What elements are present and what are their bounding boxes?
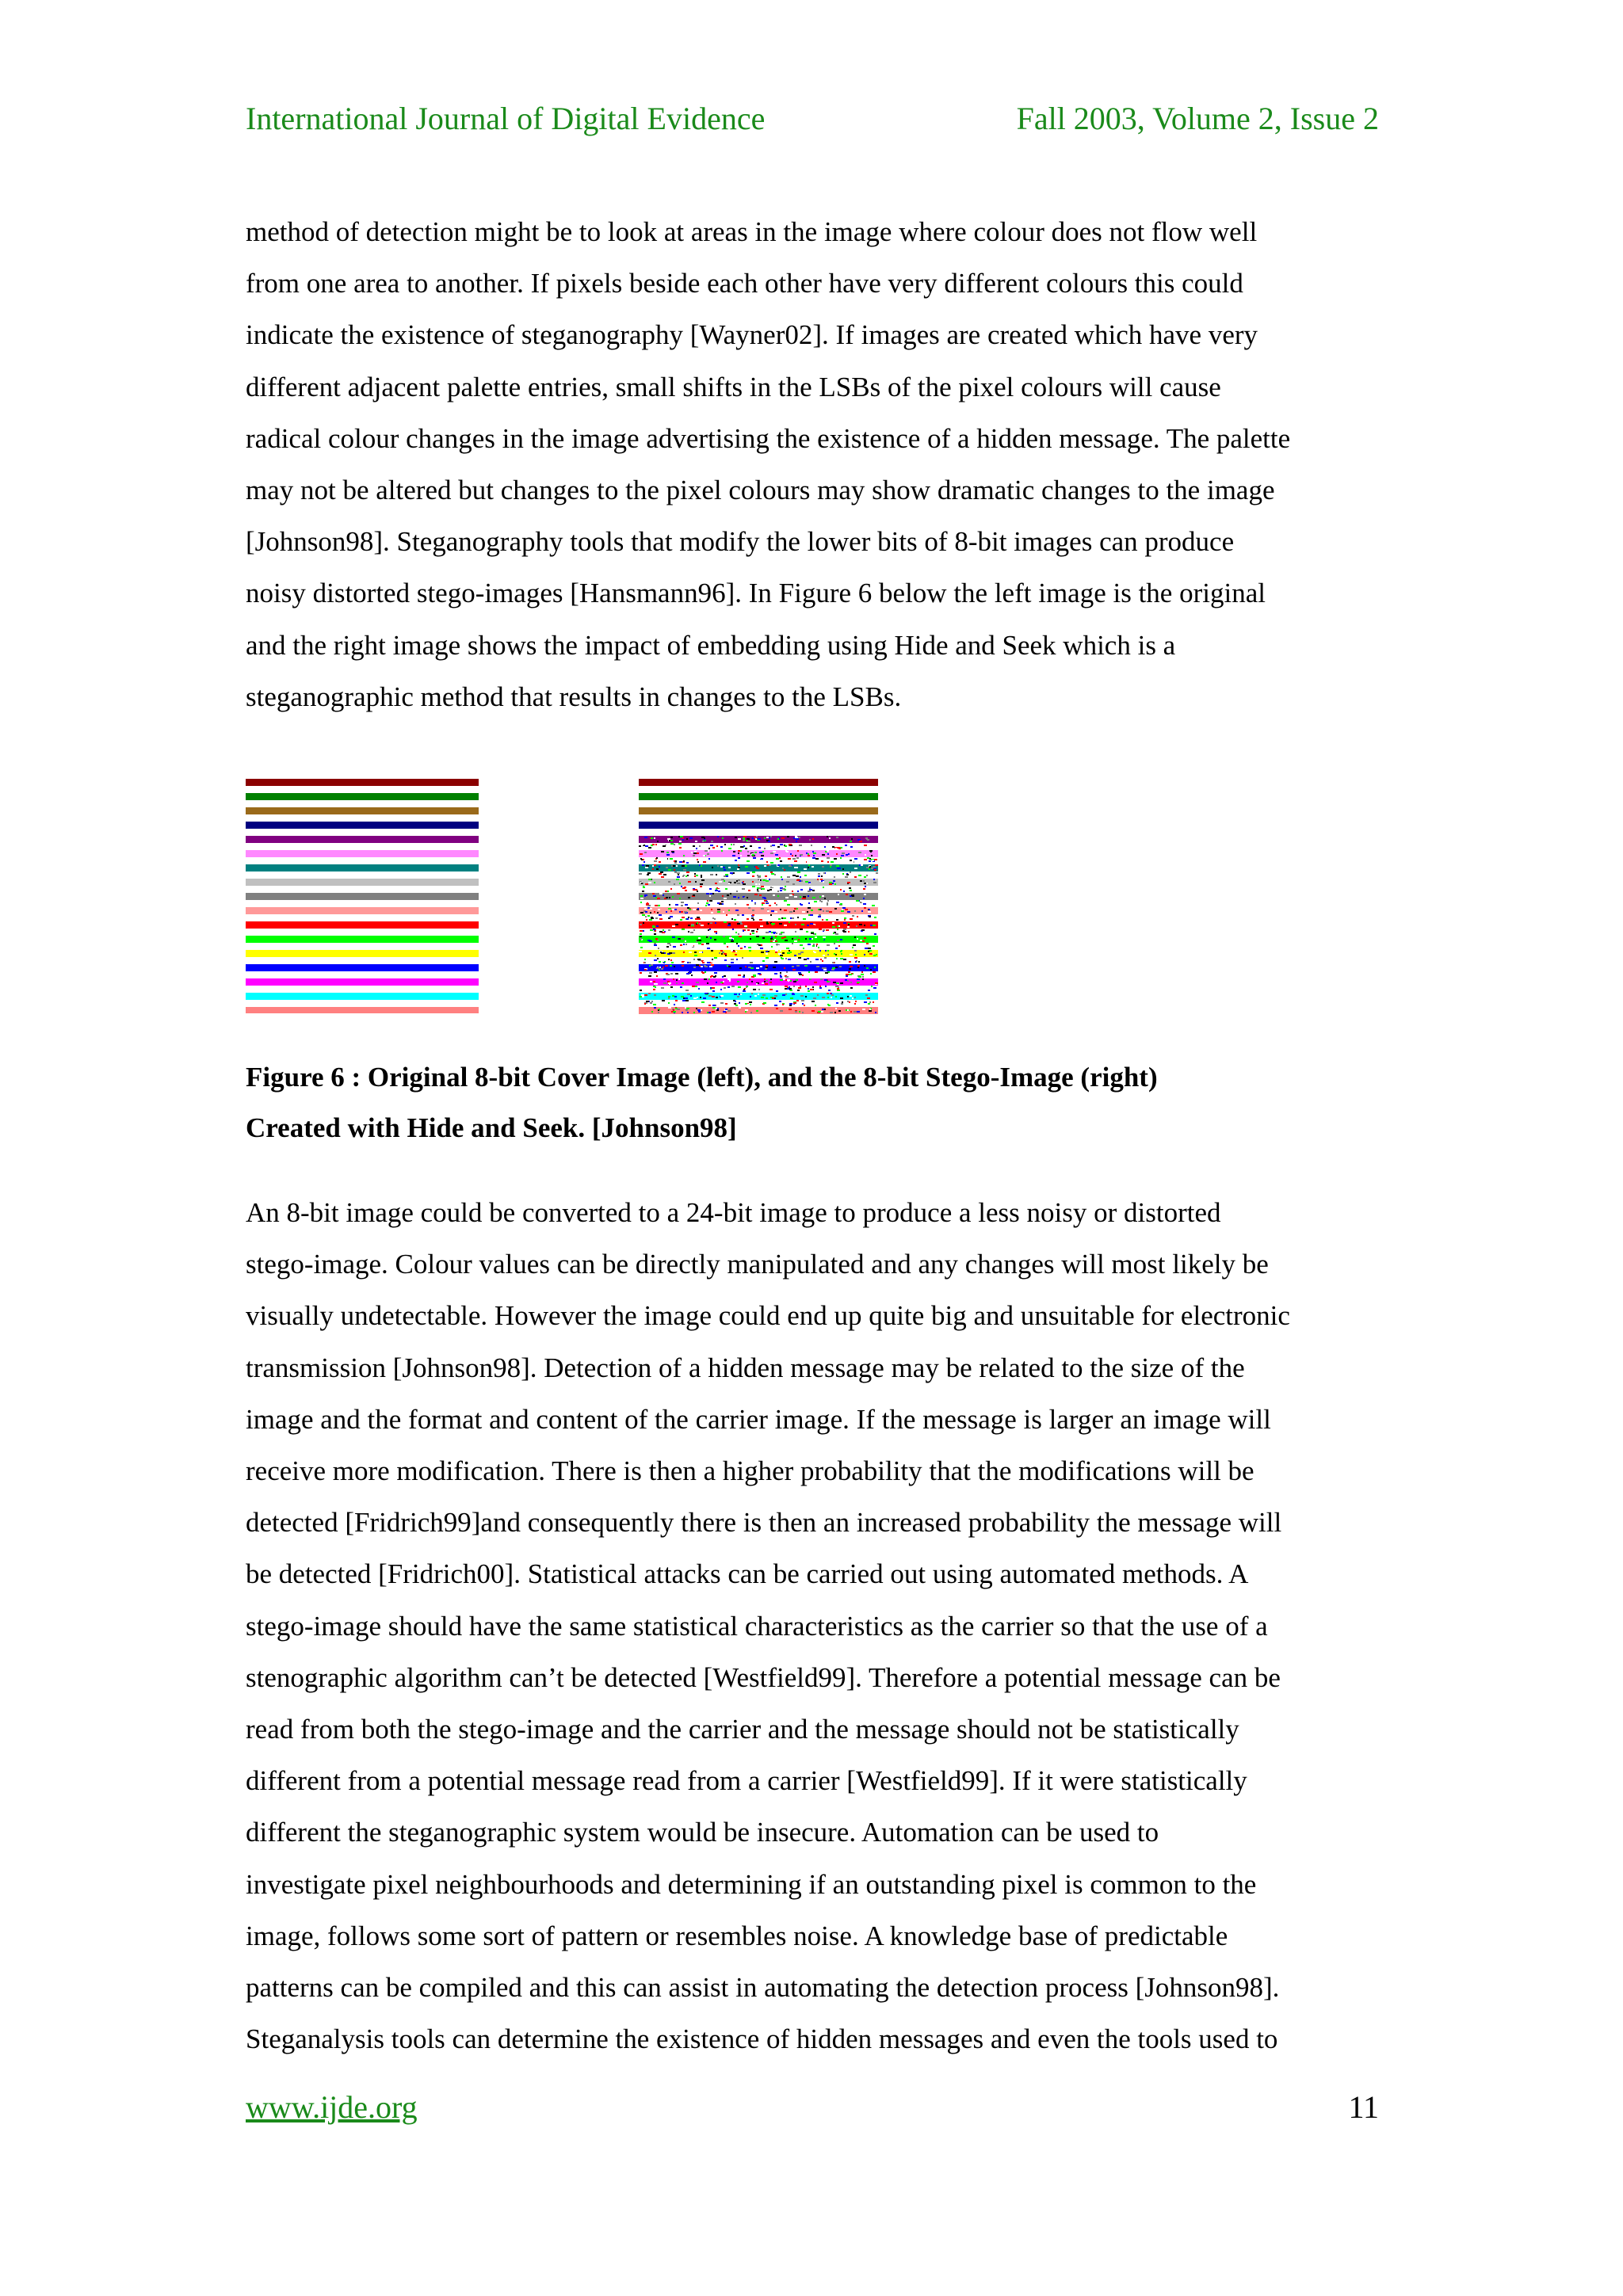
text-line: read from both the stego-image and the carrier and the message should not be statistically <box>246 1714 1239 1745</box>
stripe <box>246 871 479 879</box>
stripe <box>246 1007 479 1013</box>
body-paragraph-2 <box>246 1187 1379 2065</box>
text-line: image and the format and content of the carrier image. If the message is larger an image will <box>246 1403 1271 1435</box>
stripe <box>246 907 479 914</box>
stripe <box>246 800 479 807</box>
stego-image-hide-and-seek <box>639 779 878 1023</box>
stripe <box>246 964 479 971</box>
text-line: method of detection might be to look at areas in the image where colour does not flow well <box>246 216 1258 247</box>
text-line: from one area to another. If pixels beside each other have very different colours this could <box>246 268 1243 299</box>
stripe <box>639 978 878 986</box>
stripe <box>246 971 479 978</box>
stripe <box>639 793 878 800</box>
stripe <box>246 807 479 814</box>
text-line: image, follows some sort of pattern or resembles noise. A knowledge base of predictable <box>246 1920 1228 1951</box>
stripe <box>246 864 479 871</box>
stripe <box>639 914 878 921</box>
page-header <box>246 100 1379 138</box>
body-paragraph-1 <box>246 206 1379 723</box>
journal-title: International Journal of Digital Evidence <box>246 101 766 136</box>
stripe <box>246 943 479 950</box>
text-line: investigate pixel neighbourhoods and determining if an outstanding pixel is common to the <box>246 1868 1257 1900</box>
text-line: steganographic method that results in changes to the LSBs. <box>246 681 902 712</box>
text-line: indicate the existence of steganography [Wayner02]. If images are created which have very <box>246 319 1258 351</box>
text-line: stego-image should have the same statistical characteristics as the carrier so that the use of a <box>246 1610 1268 1642</box>
figure-caption <box>246 1052 1379 1154</box>
issue-info: Fall 2003, Volume 2, Issue 2 <box>1016 101 1379 136</box>
stripe <box>246 836 479 843</box>
text-line: and the right image shows the impact of embedding using Hide and Seek which is a <box>246 629 1176 661</box>
stripe <box>246 993 479 1000</box>
text-line: [Johnson98]. Steganography tools that modify the lower bits of 8-bit images can produce <box>246 526 1235 558</box>
journal-website-link[interactable]: www.ijde.org <box>246 2089 418 2125</box>
text-line: Steganalysis tools can determine the existence of hidden messages and even the tools used to <box>246 2023 1278 2055</box>
stripe <box>246 793 479 800</box>
stripe <box>639 829 878 836</box>
text-line: be detected [Fridrich00]. Statistical attacks can be carried out using automated methods. A <box>246 1558 1249 1590</box>
stripe <box>246 978 479 986</box>
text-line: radical colour changes in the image advertising the existence of a hidden message. The palette <box>246 422 1291 454</box>
stripe <box>246 779 479 786</box>
stripe <box>246 879 479 886</box>
text-line: An 8-bit image could be converted to a 24-bit image to produce a less noisy or distorted <box>246 1197 1221 1228</box>
cover-image-original <box>246 779 479 1013</box>
stripe <box>639 779 878 786</box>
text-line: detected [Fridrich99]and consequently there is then an increased probability the message will <box>246 1507 1282 1539</box>
stripe <box>639 800 878 807</box>
stripe <box>639 807 878 814</box>
stripe <box>246 857 479 864</box>
text-line: different adjacent palette entries, small shifts in the LSBs of the pixel colours will cause <box>246 371 1221 402</box>
page-number: 11 <box>1348 2089 1379 2125</box>
stripe <box>639 814 878 822</box>
stripe <box>246 986 479 993</box>
stripe <box>639 786 878 793</box>
stripe <box>246 936 479 943</box>
stripe <box>246 822 479 829</box>
stripe <box>246 893 479 900</box>
stripe <box>246 957 479 964</box>
stripe <box>246 921 479 929</box>
text-line: may not be altered but changes to the pixel colours may show dramatic changes to the image <box>246 475 1275 506</box>
stripe <box>246 886 479 893</box>
text-line: patterns can be compiled and this can assist in automating the detection process [Johnson98]. <box>246 1972 1280 2004</box>
stripe <box>246 829 479 836</box>
stripe <box>246 850 479 857</box>
text-line: noisy distorted stego-images [Hansmann96]. In Figure 6 below the left image is the original <box>246 578 1266 609</box>
stripe <box>246 900 479 907</box>
stripe <box>639 822 878 829</box>
text-line: different from a potential message read from a carrier [Westfield99]. If it were statistically <box>246 1765 1247 1797</box>
text-line: stego-image. Colour values can be directly manipulated and any changes will most likely be <box>246 1249 1269 1280</box>
stripe <box>246 786 479 793</box>
stripe <box>246 843 479 850</box>
stripe <box>246 929 479 936</box>
stripe <box>246 950 479 957</box>
stripe <box>246 1000 479 1007</box>
text-line: visually undetectable. However the image could end up quite big and unsuitable for electronic <box>246 1300 1290 1332</box>
caption-line: Figure 6 : Original 8-bit Cover Image (left), and the 8-bit Stego-Image (right) <box>246 1062 1158 1093</box>
text-line: different the steganographic system would be insecure. Automation can be used to <box>246 1817 1159 1848</box>
stripe <box>246 914 479 921</box>
stripe <box>246 814 479 822</box>
text-line: stenographic algorithm can’t be detected [Westfield99]. Therefore a potential message can be <box>246 1661 1281 1693</box>
caption-line: Created with Hide and Seek. [Johnson98] <box>246 1112 737 1143</box>
text-line: transmission [Johnson98]. Detection of a hidden message may be related to the size of the <box>246 1352 1245 1383</box>
text-line: receive more modification. There is then a higher probability that the modifications will be <box>246 1455 1254 1487</box>
